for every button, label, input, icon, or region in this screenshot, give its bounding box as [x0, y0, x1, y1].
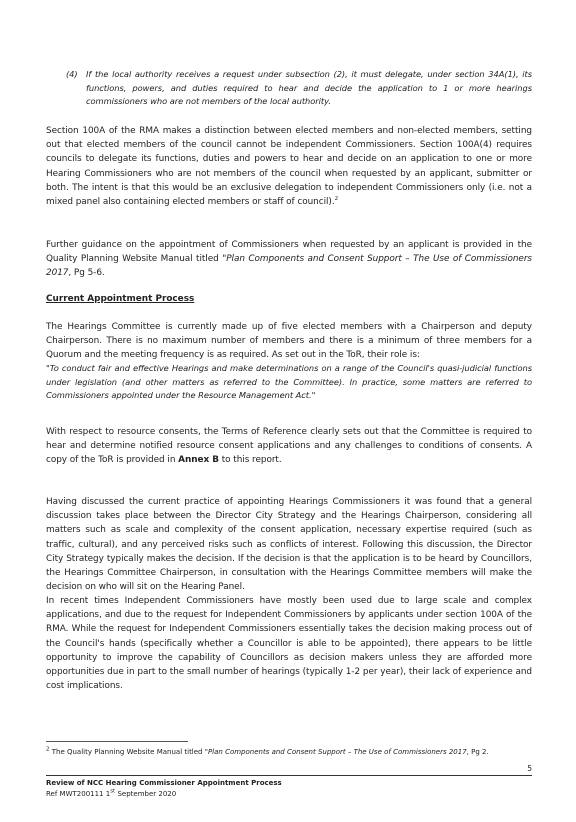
footer-ref-tail: September 2020 — [115, 790, 177, 798]
section-heading-current-appointment-process: Current Appointment Process — [46, 294, 195, 304]
annex-b-reference: Annex B — [178, 455, 219, 466]
resource-consents-lead: With respect to resource consents, the Terms of Reference clearly sets out that the Committee is required to hear and determine notified resource consent applications and any challenges to conditions of consents. A copy of the ToR is provided in — [46, 427, 532, 466]
paragraph-section-100a-text: Section 100A of the RMA makes a distinction between elected members and non-elected members, setting out that elected members of the council cannot be independent Commissioners. Section 100A(4) requires councils to delegate its functions, duties and powers to hear and decide on an application to one or more Hearing Commissioners who are not members of the council when requested by an applicant, submitter or both. The intent is that this would be an exclusive delegation to independent Commissioners only (i.e. not a mixed panel also containing elected members or staff of council). — [46, 126, 532, 208]
footnote-tail: , Pg 2. — [466, 748, 489, 756]
footnote-mark: 2 — [46, 746, 50, 753]
terms-of-reference-quote: "To conduct fair and effective Hearings and make determinations on a range of the Council's quasi-judicial functions under legislation (and other matters as referred to the Committee). In practice, some matters are referred to Commissioners appointed under the Resource Management Act." — [46, 363, 532, 401]
paragraph-resource-consents — [46, 425, 532, 468]
footnote-manual-title: "Plan Components and Consent Support – The Use of Commissioners 2017 — [204, 748, 467, 756]
page-number: 5 — [527, 764, 532, 773]
footnote-2 — [46, 747, 532, 757]
paragraph-hearings-committee: The Hearings Committee is currently made up of five elected members with a Chairperson and deputy Chairperson. There is no maximum number of members and there is a minimum of three members for a Quorum and the meeting frequency is as required. As set out in the ToR, their role is: — [46, 322, 532, 361]
further-guidance-lead: Further guidance on the appointment of Commissioners when requested by an applicant is provided in the Quality Planning Website Manual titled — [46, 240, 532, 265]
footer-divider — [46, 775, 532, 776]
paragraph-independent-commissioners: In recent times Independent Commissioners have mostly been used due to large scale and complex applications, and due to the request for Independent Commissioners by applicants under section 100A of the RMA. While the request for Independent Commissioners essentially takes the decision making process out of the Council's hands (specifically whether a Councillor is able to be appointed), there appears to be little opportunity to improve the capability of Councillors as decision makers unless they are afforded more opportunities due in part to the small number of hearings (typically 1-2 per year), their lack of experience and cost implications. — [46, 596, 532, 692]
paragraph-section-100a — [46, 124, 532, 209]
footnote-lead: The Quality Planning Website Manual titled — [49, 748, 205, 756]
further-guidance-tail: , Pg 5-6. — [68, 268, 105, 279]
footnote-divider — [46, 741, 188, 742]
subsection-number: (4) — [66, 69, 78, 79]
resource-consents-tail: to this report. — [218, 455, 282, 466]
footer-ref-lead: Ref MWT200111 1 — [46, 790, 111, 798]
legislation-quote-subsection-4 — [66, 68, 532, 109]
subsection-text: If the local authority receives a request under subsection (2), it must delegate, under section 34A(1), its functions, powers, and duties required to hear and decide the application to 1 or more hearings commissioners who are not members of the local authority. — [86, 69, 532, 107]
footnote-reference[interactable]: 2 — [334, 196, 339, 203]
footer-reference — [46, 790, 176, 798]
footer-title: Review of NCC Hearing Commissioner Appointment Process — [46, 779, 282, 787]
paragraph-further-guidance — [46, 238, 532, 281]
paragraph-current-practice: Having discussed the current practice of appointing Hearings Commissioners it was found that a general discussion takes place between the Director City Strategy and the Hearings Chairperson, considering all matters such as scale and complexity of the consent application, necessary expertise required (such as traffic, cultural), and any perceived risks such as conflicts of interest. Following this discussion, the Director City Strategy typically makes the decision. If the decision is that the application is to be heard by Councillors, the Hearings Committee Chairperson, in consultation with the Hearings Committee members will make the decision on who will sit on the Hearing Panel. — [46, 497, 532, 593]
manual-title: "Plan Components and Consent Support – The Use of Commissioners 2017 — [46, 254, 532, 279]
footer-ref-ordinal: st — [110, 788, 116, 795]
